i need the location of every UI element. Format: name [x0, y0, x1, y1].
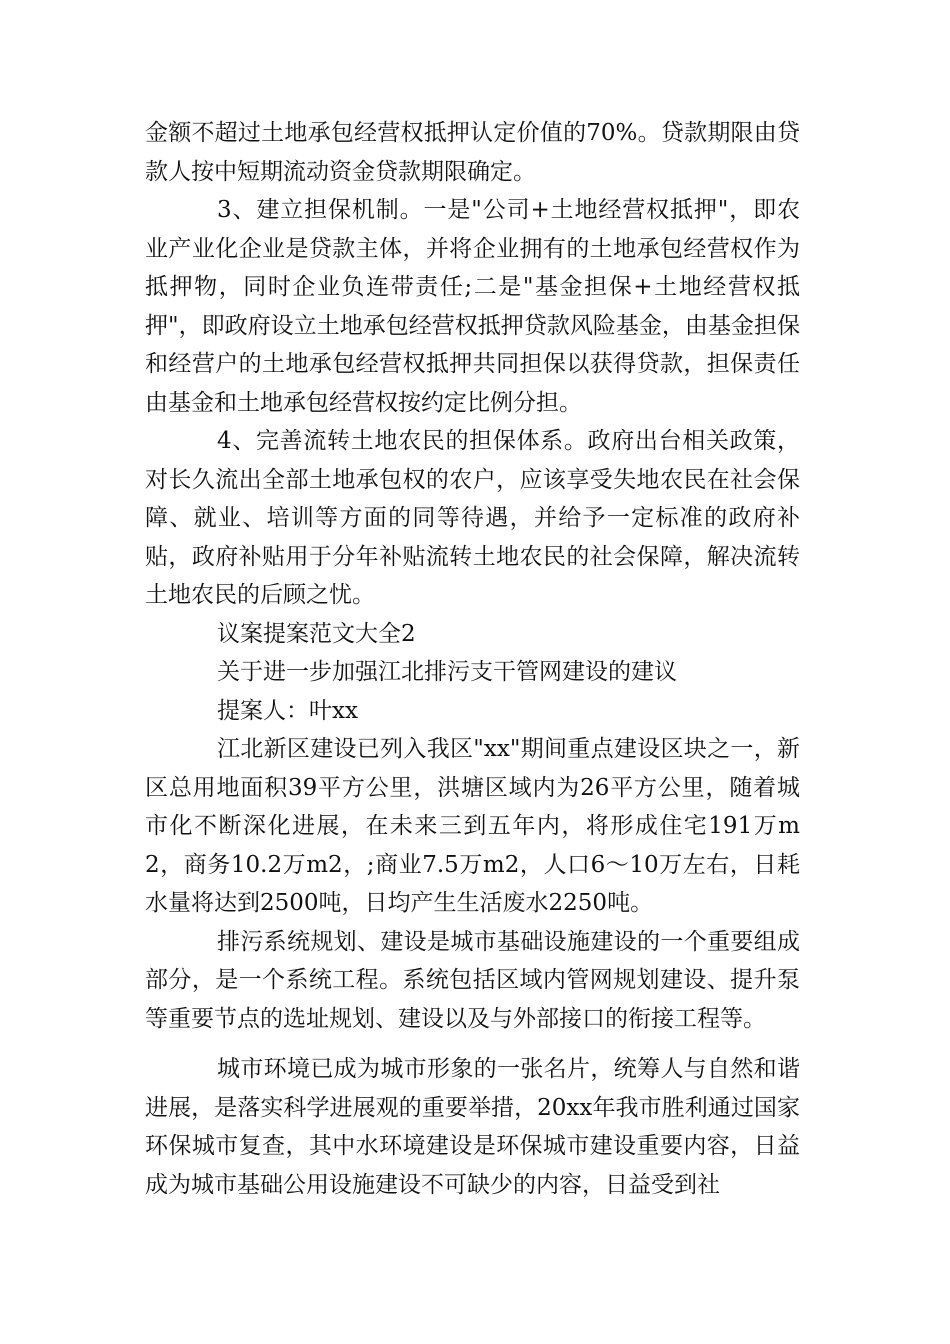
paragraph-farmer-guarantee-system: 4、完善流转土地农民的担保体系。政府出台相关政策，对长久流出全部土地承包权的农户，应该享受失地农民在社会保障、就业、培训等方面的同等待遇，并给予一定标准的政府补贴，政府补贴用于分年补贴流转土地农民的社会保障，解决流转土地农民的后顾之忧。: [145, 428, 800, 608]
paragraph-city-environment: 城市环境已成为城市形象的一张名片，统筹人与自然和谐进展，是落实科学进展观的重要举措，20xx年我市胜利通过国家环保城市复查，其中水环境建设是环保城市建设重要内容，日益成为城市基础公用设施建设不可缺少的内容，日益受到社: [145, 1056, 800, 1198]
proposal-title: 关于进一步加强江北排污支干管网建设的建议: [217, 659, 677, 685]
paragraph-guarantee-mechanism: 3、建立担保机制。一是"公司+土地经营权抵押"，即农业产业化企业是贷款主体，并将企业拥有的土地承包经营权作为抵押物，同时企业负连带责任;二是"基金担保+土地经营权抵押"，即政府设立土地承包经营权抵押贷款风险基金，由基金担保和经营户的土地承包经营权抵押共同担保以获得贷款，担保责任由基金和土地承包经营权按约定比例分担。: [145, 197, 800, 416]
proposer-line: 提案人：叶xx: [217, 697, 358, 724]
paragraph-sewage-system: 排污系统规划、建设是城市基础设施建设的一个重要组成部分，是一个系统工程。系统包括区域内管网规划建设、提升泵等重要节点的选址规划、建设以及与外部接口的衔接工程等。: [145, 928, 800, 1032]
paragraph-loan-amount: 金额不超过土地承包经营权抵押认定价值的70%。贷款期限由贷款人按中短期流动资金贷款期限确定。: [145, 120, 800, 185]
document-body: [145, 114, 800, 1204]
section-heading: 议案提案范文大全2: [217, 620, 416, 647]
paragraph-jiangbei-new-district: 江北新区建设已列入我区"xx"期间重点建设区块之一，新区总用地面积39平方公里，洪塘区域内为26平方公里，随着城市化不断深化进展，在未来三到五年内，将形成住宅191万m2，商务10.2万m2，;商业7.5万m2，人口6～10万左右，日耗水量将达到2500吨，日均产生生活废水2250吨。: [145, 736, 800, 916]
